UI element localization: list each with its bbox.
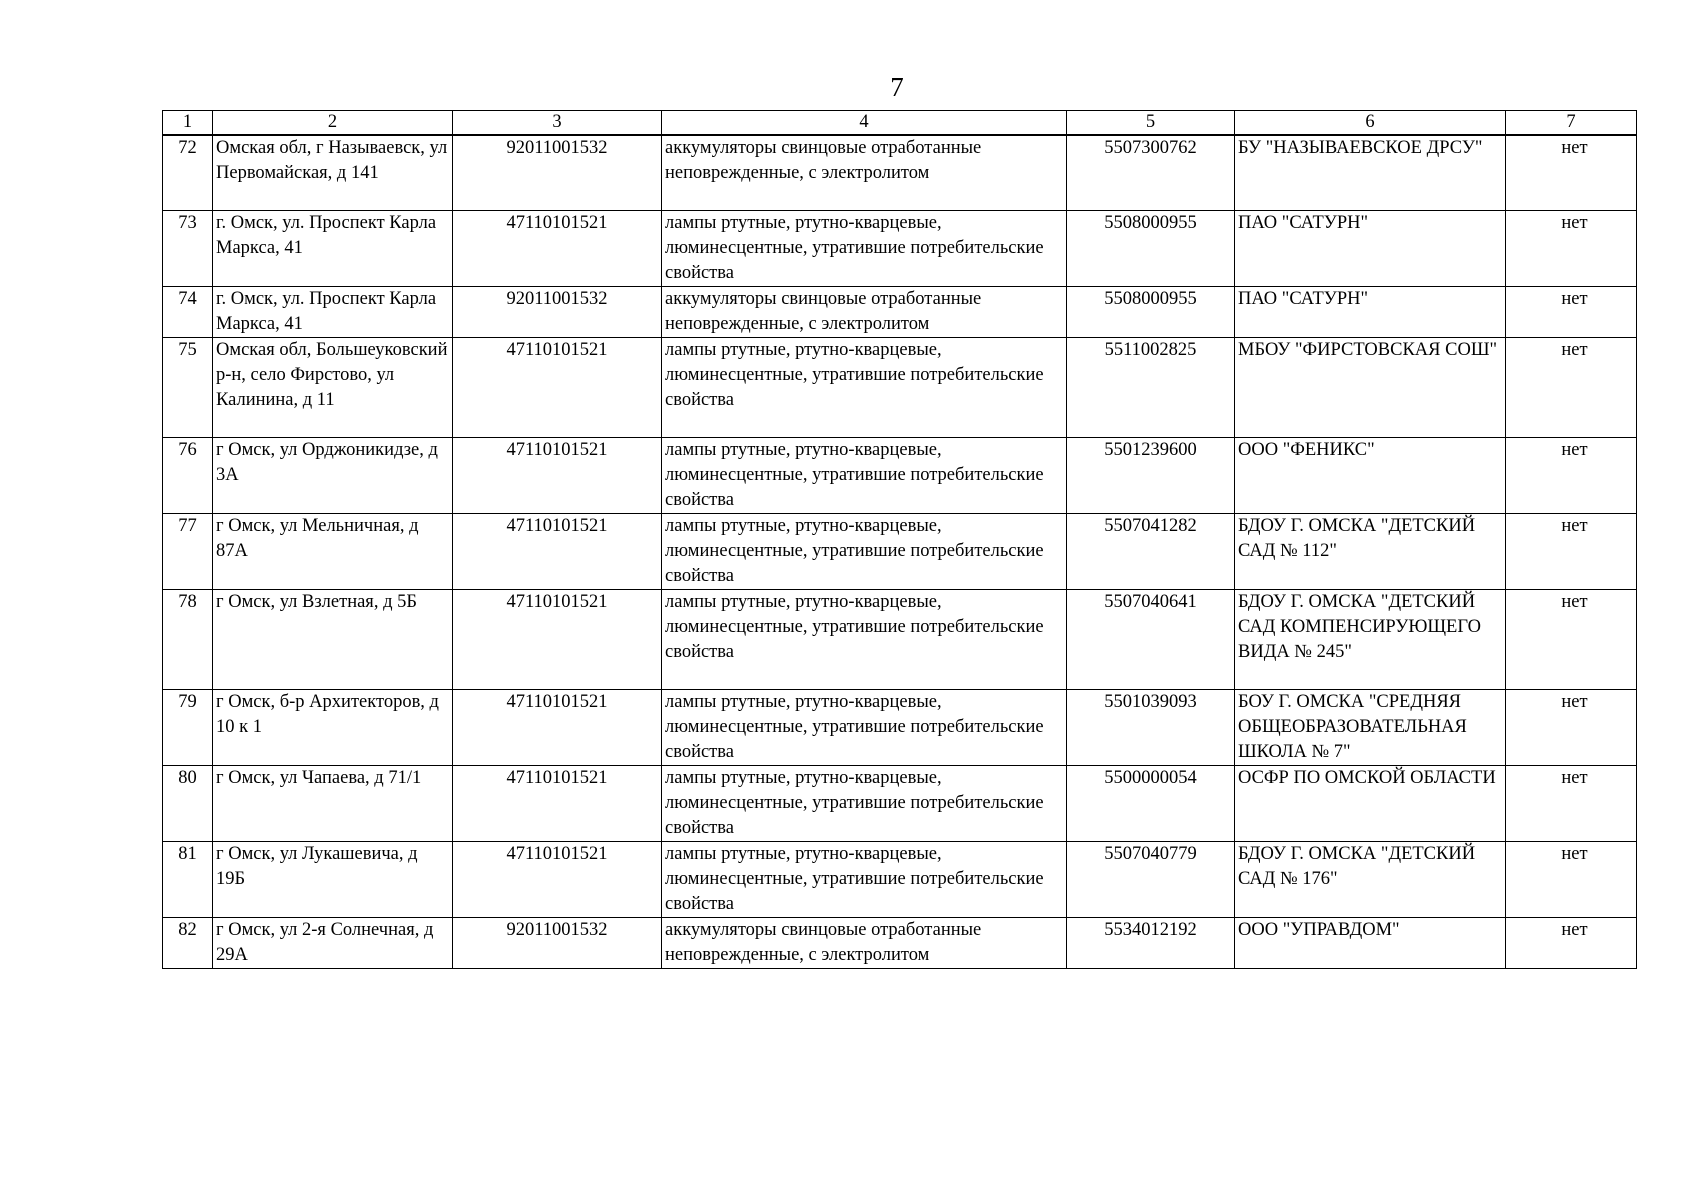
table-row [163,765,1637,841]
table-row [163,917,1637,968]
column-header: 1 [163,111,213,136]
waste-name-cell: лампы ртутные, ртутно-кварцевые, люминесцентные, утратившие потребительские свойства [662,589,1067,689]
flag-cell: нет [1506,286,1637,337]
waste-name-cell: лампы ртутные, ртутно-кварцевые, люминесцентные, утратившие потребительские свойства [662,437,1067,513]
table-row [163,841,1637,917]
address-cell: г. Омск, ул. Проспект Карла Маркса, 41 [213,286,453,337]
address-cell: г Омск, ул Мельничная, д 87А [213,513,453,589]
row-number: 72 [163,135,213,210]
address-cell: г Омск, б-р Архитекторов, д 10 к 1 [213,689,453,765]
table-row [163,437,1637,513]
waste-name-cell: лампы ртутные, ртутно-кварцевые, люминесцентные, утратившие потребительские свойства [662,689,1067,765]
organization-cell: БДОУ Г. ОМСКА "ДЕТСКИЙ САД № 112" [1235,513,1506,589]
row-number: 77 [163,513,213,589]
address-cell: г Омск, ул 2-я Солнечная, д 29А [213,917,453,968]
waste-code-cell: 47110101521 [453,589,662,689]
waste-code-cell: 92011001532 [453,917,662,968]
address-cell: г Омск, ул Орджоникидзе, д 3А [213,437,453,513]
column-header: 7 [1506,111,1637,136]
organization-cell: МБОУ "ФИРСТОВСКАЯ СОШ" [1235,337,1506,437]
organization-cell: ООО "ФЕНИКС" [1235,437,1506,513]
inn-cell: 5507041282 [1067,513,1235,589]
address-cell: г Омск, ул Чапаева, д 71/1 [213,765,453,841]
column-header: 6 [1235,111,1506,136]
inn-cell: 5507040779 [1067,841,1235,917]
waste-name-cell: лампы ртутные, ртутно-кварцевые, люминесцентные, утратившие потребительские свойства [662,210,1067,286]
inn-cell: 5500000054 [1067,765,1235,841]
waste-code-cell: 47110101521 [453,841,662,917]
column-header: 4 [662,111,1067,136]
inn-cell: 5508000955 [1067,286,1235,337]
waste-code-cell: 47110101521 [453,337,662,437]
page-number: 7 [890,72,904,102]
table-row [163,135,1637,210]
waste-name-cell: аккумуляторы свинцовые отработанные неповрежденные, с электролитом [662,286,1067,337]
inn-cell: 5511002825 [1067,337,1235,437]
waste-name-cell: аккумуляторы свинцовые отработанные неповрежденные, с электролитом [662,917,1067,968]
flag-cell: нет [1506,689,1637,765]
row-number: 74 [163,286,213,337]
table-row [163,589,1637,689]
waste-code-cell: 47110101521 [453,210,662,286]
address-cell: г Омск, ул Взлетная, д 5Б [213,589,453,689]
column-header: 2 [213,111,453,136]
column-header: 5 [1067,111,1235,136]
waste-registry-table [162,110,1637,969]
flag-cell: нет [1506,437,1637,513]
organization-cell: БДОУ Г. ОМСКА "ДЕТСКИЙ САД № 176" [1235,841,1506,917]
organization-cell: ПАО "САТУРН" [1235,210,1506,286]
inn-cell: 5508000955 [1067,210,1235,286]
table-row [163,337,1637,437]
organization-cell: БУ "НАЗЫВАЕВСКОЕ ДРСУ" [1235,135,1506,210]
flag-cell: нет [1506,841,1637,917]
waste-name-cell: лампы ртутные, ртутно-кварцевые, люминесцентные, утратившие потребительские свойства [662,841,1067,917]
row-number: 81 [163,841,213,917]
organization-cell: ООО "УПРАВДОМ" [1235,917,1506,968]
organization-cell: БОУ Г. ОМСКА "СРЕДНЯЯ ОБЩЕОБРАЗОВАТЕЛЬНАЯ ШКОЛА № 7" [1235,689,1506,765]
inn-cell: 5501239600 [1067,437,1235,513]
table-row [163,210,1637,286]
inn-cell: 5534012192 [1067,917,1235,968]
table-row [163,513,1637,589]
address-cell: г Омск, ул Лукашевича, д 19Б [213,841,453,917]
organization-cell: БДОУ Г. ОМСКА "ДЕТСКИЙ САД КОМПЕНСИРУЮЩЕГО ВИДА № 245" [1235,589,1506,689]
table-row [163,689,1637,765]
row-number: 73 [163,210,213,286]
address-cell: Омская обл, Большеуковский р-н, село Фирстово, ул Калинина, д 11 [213,337,453,437]
row-number: 82 [163,917,213,968]
waste-code-cell: 92011001532 [453,286,662,337]
waste-code-cell: 47110101521 [453,765,662,841]
waste-name-cell: лампы ртутные, ртутно-кварцевые, люминесцентные, утратившие потребительские свойства [662,765,1067,841]
waste-name-cell: лампы ртутные, ртутно-кварцевые, люминесцентные, утратившие потребительские свойства [662,513,1067,589]
organization-cell: ОСФР ПО ОМСКОЙ ОБЛАСТИ [1235,765,1506,841]
flag-cell: нет [1506,765,1637,841]
row-number: 80 [163,765,213,841]
waste-code-cell: 47110101521 [453,513,662,589]
row-number: 75 [163,337,213,437]
waste-code-cell: 47110101521 [453,689,662,765]
inn-cell: 5501039093 [1067,689,1235,765]
column-number-row [163,111,1637,136]
row-number: 79 [163,689,213,765]
inn-cell: 5507300762 [1067,135,1235,210]
flag-cell: нет [1506,513,1637,589]
flag-cell: нет [1506,135,1637,210]
row-number: 76 [163,437,213,513]
address-cell: г. Омск, ул. Проспект Карла Маркса, 41 [213,210,453,286]
row-number: 78 [163,589,213,689]
flag-cell: нет [1506,917,1637,968]
address-cell: Омская обл, г Называевск, ул Первомайская, д 141 [213,135,453,210]
inn-cell: 5507040641 [1067,589,1235,689]
waste-code-cell: 92011001532 [453,135,662,210]
table-body [163,135,1637,968]
flag-cell: нет [1506,337,1637,437]
waste-name-cell: лампы ртутные, ртутно-кварцевые, люминесцентные, утратившие потребительские свойства [662,337,1067,437]
flag-cell: нет [1506,589,1637,689]
flag-cell: нет [1506,210,1637,286]
waste-code-cell: 47110101521 [453,437,662,513]
waste-name-cell: аккумуляторы свинцовые отработанные неповрежденные, с электролитом [662,135,1067,210]
organization-cell: ПАО "САТУРН" [1235,286,1506,337]
table-row [163,286,1637,337]
column-header: 3 [453,111,662,136]
